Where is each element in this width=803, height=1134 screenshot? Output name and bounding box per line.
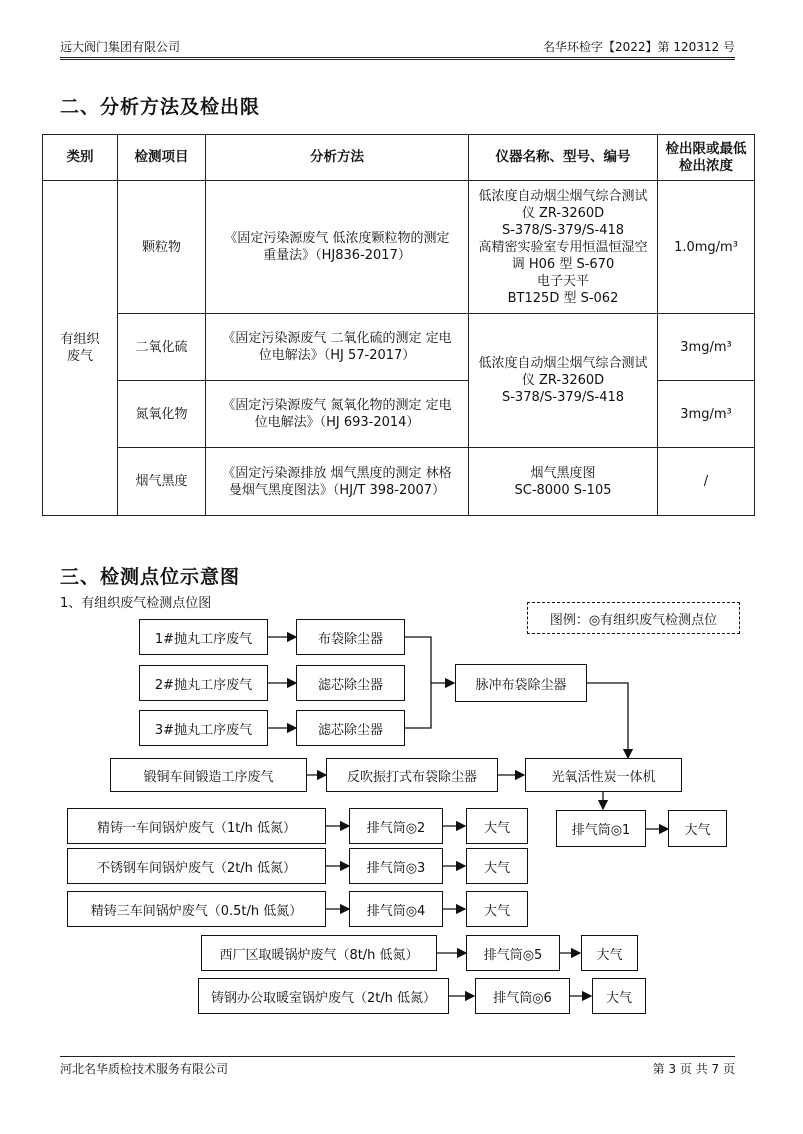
node-stack-4: 排气筒◎4 <box>349 891 443 927</box>
col-header-limit: 检出限或最低检出浓度 <box>658 135 755 181</box>
node-stack-2: 排气筒◎2 <box>349 808 443 844</box>
node-atmosphere-4: 大气 <box>466 891 528 927</box>
table-row <box>43 314 755 381</box>
section2-title: 二、分析方法及检出限 <box>60 96 261 118</box>
instrument-line: BT125D 型 S-062 <box>507 290 619 306</box>
diagram-legend: 图例：◎有组织废气检测点位 <box>527 602 740 634</box>
limit-cell: 1.0mg/m³ <box>658 181 755 314</box>
limit-cell: 3mg/m³ <box>658 381 755 448</box>
arrow-pulse-photo <box>587 683 628 758</box>
instrument-line: 低浓度自动烟尘烟气综合测试仪 ZR-3260D <box>478 188 648 221</box>
page-header <box>60 38 735 56</box>
col-header-item: 检测项目 <box>118 135 206 181</box>
item-cell: 烟气黑度 <box>118 448 206 516</box>
node-atmosphere-5: 大气 <box>581 935 638 971</box>
node-stack-6: 排气筒◎6 <box>475 978 570 1014</box>
node-photo-oxidation-carbon: 光氧活性炭一体机 <box>525 758 682 792</box>
node-stack-3: 排气筒◎3 <box>349 848 443 884</box>
node-shot-blast-3: 3#抛丸工序废气 <box>139 710 268 746</box>
instrument-line: 低浓度自动烟尘烟气综合测试仪 ZR-3260D <box>478 356 648 388</box>
footer-organization: 河北名华质检技术服务有限公司 <box>60 1062 229 1076</box>
footer-rule <box>60 1056 735 1057</box>
node-stack-5: 排气筒◎5 <box>466 935 560 971</box>
instrument-line: SC-8000 S-105 <box>514 482 612 498</box>
instrument-cell <box>469 448 658 516</box>
node-shot-blast-2: 2#抛丸工序废气 <box>139 665 268 701</box>
node-boiler-stainless: 不锈钢车间锅炉废气（2t/h 低氮） <box>67 848 326 884</box>
node-cartridge-filter-1: 滤芯除尘器 <box>296 665 405 701</box>
table-row <box>43 181 755 314</box>
node-boiler-casting-3: 精铸三车间锅炉废气（0.5t/h 低氮） <box>67 891 326 927</box>
section3-title: 三、检测点位示意图 <box>60 566 241 588</box>
page-number: 第 3 页 共 7 页 <box>652 1062 735 1076</box>
node-atmosphere-3: 大气 <box>466 848 528 884</box>
instrument-line: 电子天平 <box>536 273 589 289</box>
limit-cell: 3mg/m³ <box>658 314 755 381</box>
node-atmosphere-1: 大气 <box>668 810 727 847</box>
instrument-line: S-378/S-379/S-418 <box>501 390 625 405</box>
col-header-method: 分析方法 <box>206 135 469 181</box>
instrument-line: 烟气黑度图 <box>530 465 596 481</box>
method-cell: 《固定污染源废气 低浓度颗粒物的测定 重量法》（HJ836-2017） <box>206 181 469 314</box>
node-cartridge-filter-2: 滤芯除尘器 <box>296 710 405 746</box>
col-header-instrument: 仪器名称、型号、编号 <box>469 135 658 181</box>
diagram-subtitle: 1、有组织废气检测点位图 <box>60 596 212 611</box>
table-row <box>43 448 755 516</box>
node-bag-filter: 布袋除尘器 <box>296 619 405 655</box>
node-reverse-blow-filter: 反吹振打式布袋除尘器 <box>326 758 498 792</box>
table-header-row <box>43 135 755 181</box>
node-pulse-bag-filter: 脉冲布袋除尘器 <box>455 664 587 702</box>
node-boiler-west-plant: 西厂区取暖锅炉废气（8t/h 低氮） <box>201 935 437 971</box>
item-cell: 氮氧化物 <box>118 381 206 448</box>
method-cell: 《固定污染源排放 烟气黑度的测定 林格曼烟气黑度图法》（HJ/T 398-2007） <box>206 448 469 516</box>
col-header-category: 类别 <box>43 135 118 181</box>
method-cell: 《固定污染源废气 二氧化硫的测定 定电位电解法》（HJ 57-2017） <box>206 314 469 381</box>
node-boiler-casting-1: 精铸一车间锅炉废气（1t/h 低氮） <box>67 808 326 844</box>
limit-cell: / <box>658 448 755 516</box>
item-cell: 二氧化硫 <box>118 314 206 381</box>
item-cell: 颗粒物 <box>118 181 206 314</box>
report-number: 名华环检字【2022】第 120312 号 <box>543 40 735 54</box>
node-forging-exhaust: 锻铜车间锻造工序废气 <box>110 758 307 792</box>
connector-d1 <box>405 637 431 728</box>
method-cell: 《固定污染源废气 氮氧化物的测定 定电位电解法》（HJ 693-2014） <box>206 381 469 448</box>
instrument-line: 高精密实验室专用恒温恒湿空调 H06 型 S-670 <box>478 239 648 272</box>
analysis-method-table <box>42 134 755 516</box>
node-boiler-office: 铸钢办公取暖室锅炉废气（2t/h 低氮） <box>198 978 449 1014</box>
node-stack-1: 排气筒◎1 <box>556 810 646 847</box>
node-shot-blast-1: 1#抛丸工序废气 <box>139 619 268 655</box>
node-atmosphere-2: 大气 <box>466 808 528 844</box>
header-rule <box>60 57 735 58</box>
instrument-cell <box>469 314 658 448</box>
header-rule-2 <box>60 59 735 60</box>
company-name: 远大阀门集团有限公司 <box>60 40 181 54</box>
instrument-line: S-378/S-379/S-418 <box>501 222 625 238</box>
node-atmosphere-6: 大气 <box>592 978 646 1014</box>
category-cell: 有组织废气 <box>43 181 118 516</box>
instrument-cell <box>469 181 658 314</box>
